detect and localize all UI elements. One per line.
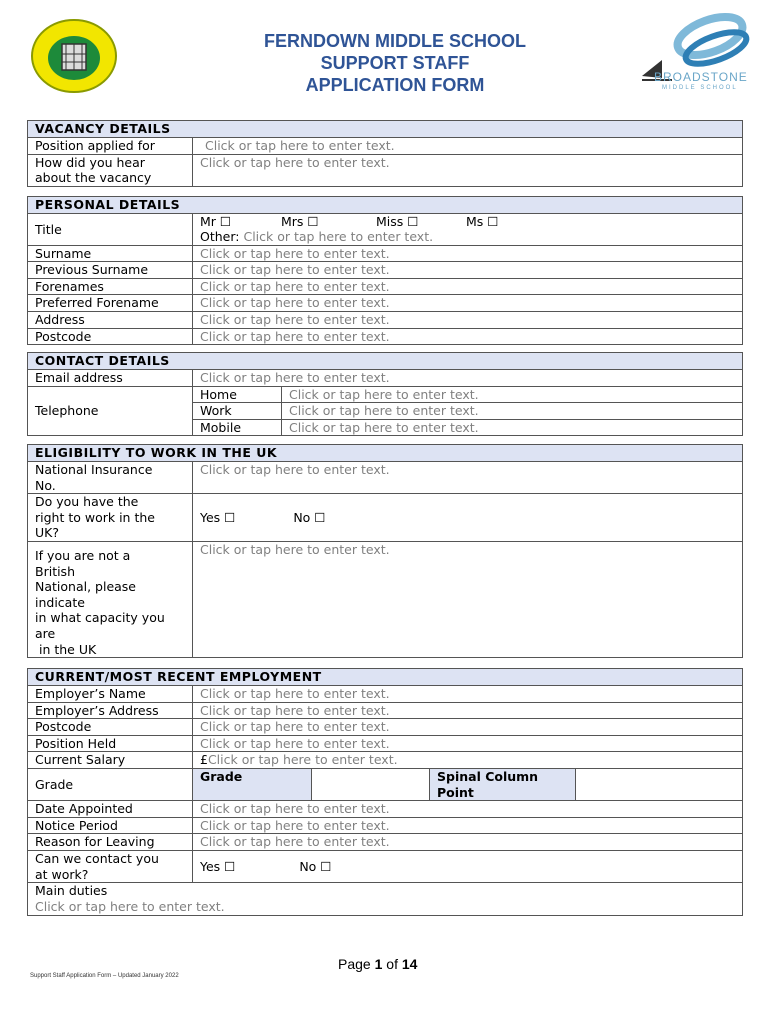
field-label: Reason for Leaving <box>28 834 193 851</box>
mrs-checkbox[interactable]: Mrs ☐ <box>281 214 319 229</box>
spinal-point-header: Spinal Column Point <box>430 768 576 800</box>
field-label: Email address <box>28 370 193 387</box>
field-label: Employer’s Address <box>28 702 193 719</box>
footer-note: Support Staff Application Form – Updated January 2022 <box>30 973 179 979</box>
position-applied-field[interactable]: Click or tap here to enter text. <box>193 138 743 155</box>
preferred-forename-field[interactable]: Click or tap here to enter text. <box>193 295 743 312</box>
employer-name-field[interactable]: Click or tap here to enter text. <box>193 686 743 703</box>
field-label: Home <box>193 386 282 403</box>
ni-number-field[interactable]: Click or tap here to enter text. <box>193 462 743 494</box>
field-label: If you are not a British National, please indicate in what capacity you are in the UK <box>28 541 193 657</box>
field-label: How did you hear about the vacancy <box>28 154 193 186</box>
main-duties-label: Main duties <box>35 883 108 899</box>
contact-at-work-options <box>193 850 743 882</box>
right-to-work-yes-checkbox[interactable]: Yes ☐ <box>200 509 236 525</box>
grade-field[interactable] <box>312 768 430 800</box>
position-held-field[interactable]: Click or tap here to enter text. <box>193 735 743 752</box>
field-label: Postcode <box>28 328 193 345</box>
date-appointed-field[interactable]: Click or tap here to enter text. <box>193 801 743 818</box>
field-label: Do you have the right to work in the UK? <box>28 494 193 542</box>
home-phone-field[interactable]: Click or tap here to enter text. <box>282 386 743 403</box>
field-label: Date Appointed <box>28 801 193 818</box>
right-to-work-options <box>193 494 743 542</box>
miss-checkbox[interactable]: Miss ☐ <box>376 214 419 229</box>
field-label: Position applied for <box>28 138 193 155</box>
broadstone-logo-text: BROADSTONE <box>654 70 748 84</box>
title-options <box>193 214 743 246</box>
contact-work-no-checkbox[interactable]: No ☐ <box>299 858 332 874</box>
vacancy-details-table <box>27 120 743 187</box>
work-phone-field[interactable]: Click or tap here to enter text. <box>282 403 743 420</box>
broadstone-logo <box>632 8 754 96</box>
field-label: Notice Period <box>28 817 193 834</box>
employment-table <box>27 668 743 916</box>
field-label: Forenames <box>28 278 193 295</box>
surname-field[interactable]: Click or tap here to enter text. <box>193 245 743 262</box>
field-label: Grade <box>28 768 193 800</box>
mobile-phone-field[interactable]: Click or tap here to enter text. <box>282 419 743 436</box>
other-label: Other: <box>200 229 240 244</box>
field-label: Position Held <box>28 735 193 752</box>
email-field[interactable]: Click or tap here to enter text. <box>193 370 743 387</box>
postcode-field[interactable]: Click or tap here to enter text. <box>193 328 743 345</box>
employer-postcode-field[interactable]: Click or tap here to enter text. <box>193 719 743 736</box>
main-duties-field[interactable]: Click or tap here to enter text. <box>35 898 225 914</box>
broadstone-logo-subtext: MIDDLE SCHOOL <box>662 85 738 91</box>
salary-cell <box>193 752 743 769</box>
field-label: Preferred Forename <box>28 295 193 312</box>
notice-period-field[interactable]: Click or tap here to enter text. <box>193 817 743 834</box>
forenames-field[interactable]: Click or tap here to enter text. <box>193 278 743 295</box>
field-label: Mobile <box>193 419 282 436</box>
previous-surname-field[interactable]: Click or tap here to enter text. <box>193 262 743 279</box>
how-heard-field[interactable]: Click or tap here to enter text. <box>193 154 743 186</box>
field-label: Surname <box>28 245 193 262</box>
field-label: Previous Surname <box>28 262 193 279</box>
field-label: Address <box>28 311 193 328</box>
field-label: Can we contact you at work? <box>28 850 193 882</box>
main-duties-cell <box>28 883 743 916</box>
contact-work-yes-checkbox[interactable]: Yes ☐ <box>200 858 236 874</box>
field-label: Telephone <box>28 386 193 436</box>
section-heading: CURRENT/MOST RECENT EMPLOYMENT <box>28 669 743 686</box>
personal-details-table <box>27 196 743 345</box>
employer-address-field[interactable]: Click or tap here to enter text. <box>193 702 743 719</box>
contact-details-table <box>27 352 743 436</box>
grade-header: Grade <box>193 768 312 800</box>
current-salary-field[interactable]: Click or tap here to enter text. <box>207 752 398 768</box>
form-title: FERNDOWN MIDDLE SCHOOL SUPPORT STAFF APPLICATION FORM <box>264 31 526 95</box>
ms-checkbox[interactable]: Ms ☐ <box>466 214 499 229</box>
uk-capacity-field[interactable]: Click or tap here to enter text. <box>193 541 743 657</box>
right-to-work-no-checkbox[interactable]: No ☐ <box>293 509 326 525</box>
page-number: Page 1 of 14 <box>338 956 418 972</box>
reason-for-leaving-field[interactable]: Click or tap here to enter text. <box>193 834 743 851</box>
field-label: Postcode <box>28 719 193 736</box>
other-title-field[interactable]: Click or tap here to enter text. <box>243 229 434 244</box>
section-heading: ELIGIBILITY TO WORK IN THE UK <box>28 445 743 462</box>
field-label: Employer’s Name <box>28 686 193 703</box>
section-heading: CONTACT DETAILS <box>28 353 743 370</box>
field-label: Current Salary <box>28 752 193 769</box>
section-heading: PERSONAL DETAILS <box>28 197 743 214</box>
address-field[interactable]: Click or tap here to enter text. <box>193 311 743 328</box>
section-heading: VACANCY DETAILS <box>28 121 743 138</box>
field-label: Title <box>28 214 193 246</box>
pound-sign: £ <box>200 752 208 768</box>
field-label: National Insurance No. <box>28 462 193 494</box>
field-label: Work <box>193 403 282 420</box>
spinal-point-field[interactable] <box>576 768 743 800</box>
eligibility-table <box>27 444 743 658</box>
academy-trust-logo <box>30 14 120 94</box>
mr-checkbox[interactable]: Mr ☐ <box>200 214 232 229</box>
